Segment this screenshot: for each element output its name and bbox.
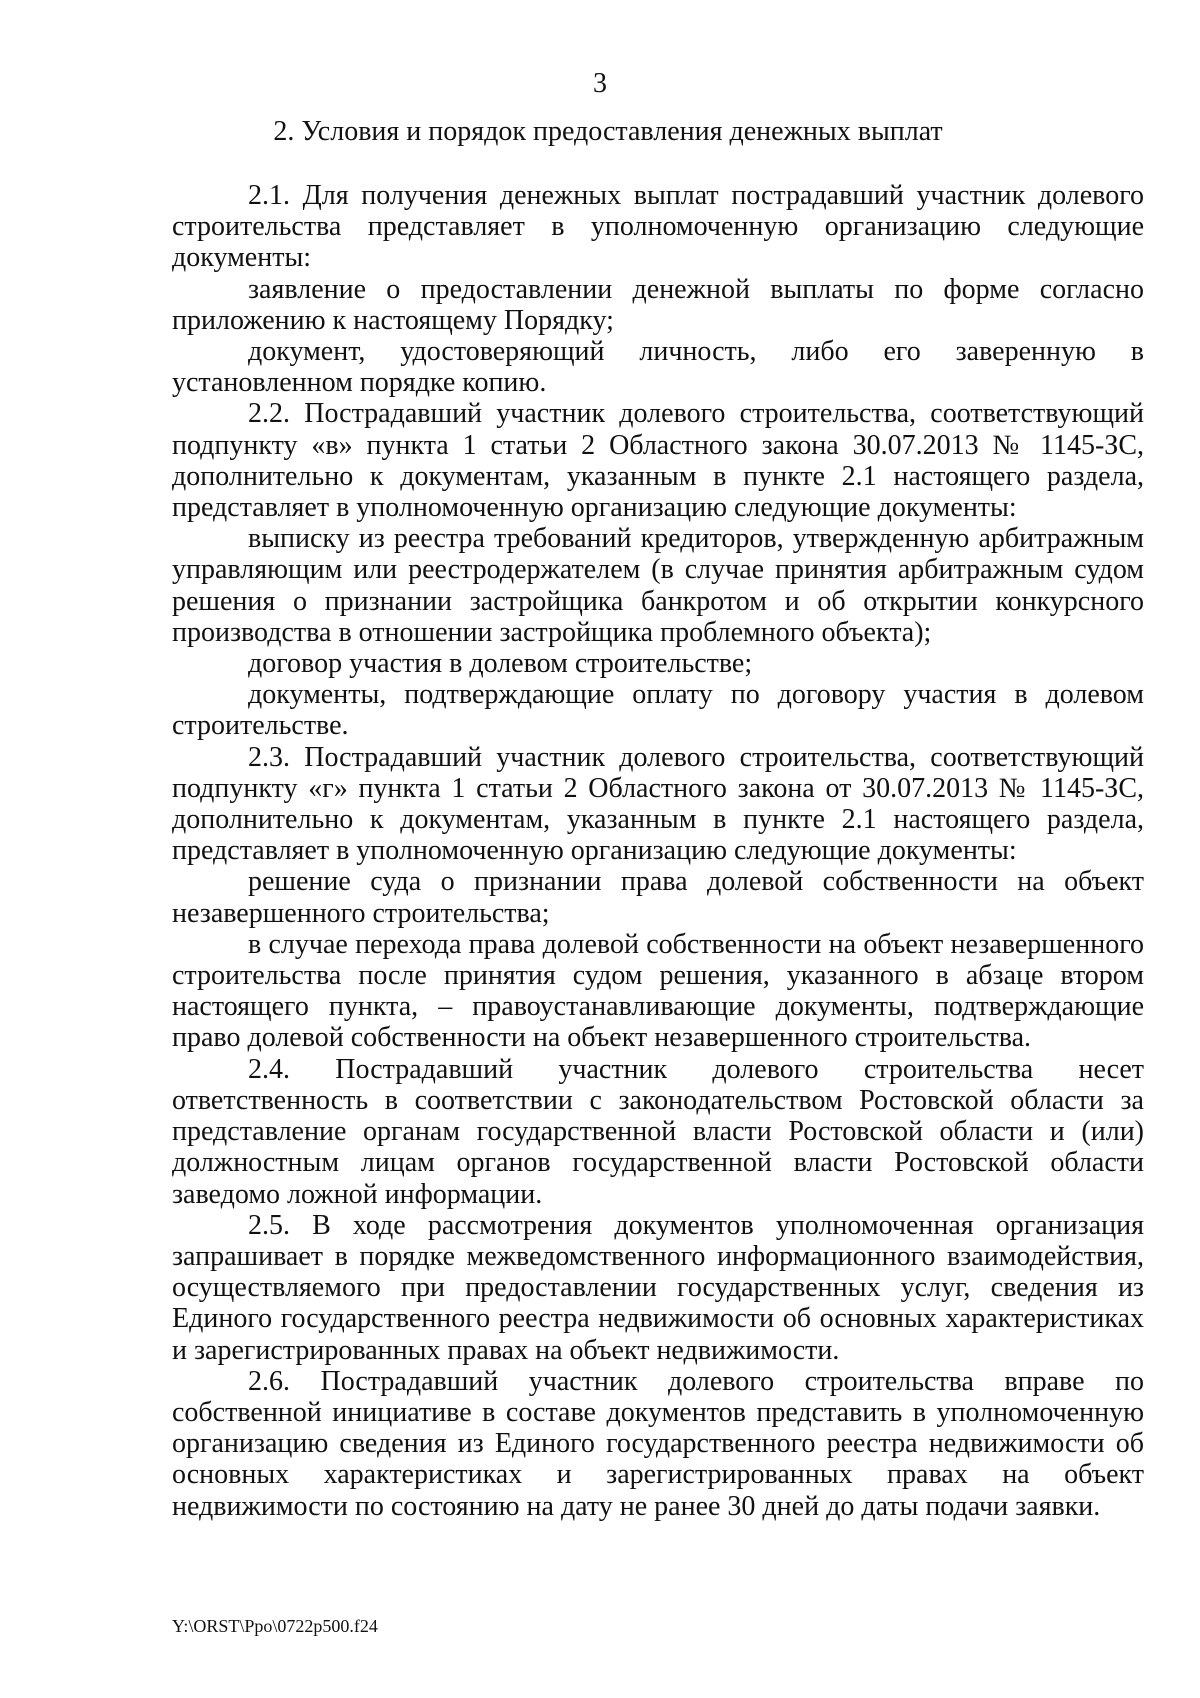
section-title: 2. Условия и порядок предоставления денежных выплат: [273, 116, 943, 147]
footer-file-path: Y:\ORST\Ppo\0722p500.f24: [172, 1616, 378, 1636]
paragraph-creditors-register: выписку из реестра требований кредиторов, утвержденную арбитражным управляющим или реестродержателем (в случае принятия арбитражным судом решения о признании застройщика банкротом и об открытии конкурсного производства в отношении застройщика проблемного объекта);: [172, 523, 1144, 648]
page-number: 3: [593, 68, 607, 99]
paragraph-2-4: 2.4. Пострадавший участник долевого строительства несет ответственность в соответствии с законодательством Ростовской области за представление органам государственной власти Ростовской области и (или) должностным лицам органов государственной власти Ростовской области заведомо ложной информации.: [172, 1053, 1144, 1210]
paragraph-payment-documents: документы, подтверждающие оплату по договору участия в долевом строительстве.: [172, 679, 1144, 742]
paragraph-participation-agreement: договор участия в долевом строительстве;: [248, 648, 753, 680]
document-body: [172, 180, 1144, 1522]
paragraph-identity-document: документ, удостоверяющий личность, либо его заверенную в установленном порядке копию.: [172, 336, 1144, 399]
paragraph-2-6: 2.6. Пострадавший участник долевого строительства вправе по собственной инициативе в составе документов представить в уполномоченную организацию сведения из Единого государственного реестра недвижимости об основных характеристиках и зарегистрированных правах на объект недвижимости по состоянию на дату не ранее 30 дней до даты подачи заявки.: [172, 1365, 1144, 1522]
paragraph-ownership-transfer: в случае перехода права долевой собственности на объект незавершенного строительства после принятия судом решения, указанного в абзаце втором настоящего пункта, – правоустанавливающие документы, подтверждающие право долевой собственности на объект незавершенного строительства.: [172, 928, 1144, 1054]
paragraph-application-form: заявление о предоставлении денежной выплаты по форме согласно приложению к настоящему Порядку;: [172, 273, 1144, 336]
paragraph-2-5: 2.5. В ходе рассмотрения документов уполномоченная организация запрашивает в порядке межведомственного информационного взаимодействия, осуществляемого при предоставлении государственных услуг, сведения из Единого государственного реестра недвижимости об основных характеристиках и зарегистрированных правах на объект недвижимости.: [172, 1209, 1144, 1366]
paragraph-court-decision: решение суда о признании права долевой собственности на объект незавершенного строительства;: [172, 866, 1144, 929]
paragraph-2-2: 2.2. Пострадавший участник долевого строительства, соответствующий подпункту «в» пункта 1 статьи 2 Областного закона 30.07.2013 № 1145-ЗС, дополнительно к документам, указанным в пункте 2.1 настоящего раздела, представляет в уполномоченную организацию следующие документы:: [172, 398, 1144, 524]
paragraph-2-1: 2.1. Для получения денежных выплат пострадавший участник долевого строительства представляет в уполномоченную организацию следующие документы:: [172, 180, 1144, 274]
paragraph-2-3: 2.3. Пострадавший участник долевого строительства, соответствующий подпункту «г» пункта 1 статьи 2 Областного закона от 30.07.2013 № 1145-ЗС, дополнительно к документам, указанным в пункте 2.1 настоящего раздела, представляет в уполномоченную организацию следующие документы:: [172, 741, 1144, 867]
